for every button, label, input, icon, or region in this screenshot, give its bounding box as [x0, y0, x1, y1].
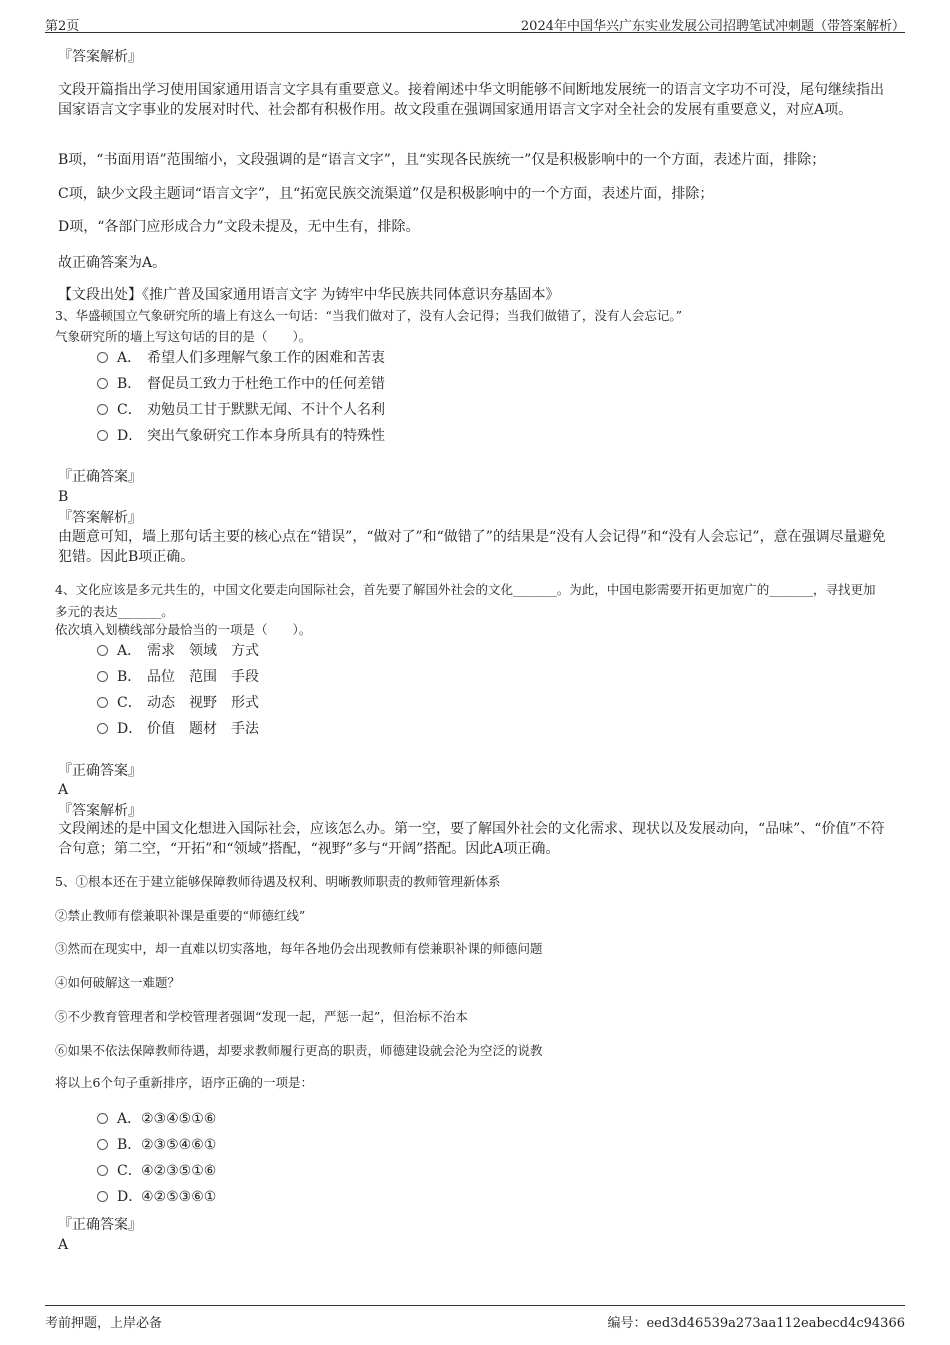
option-word-3: 形式 — [231, 695, 259, 711]
option-word-2: 题材 — [189, 721, 217, 737]
option-label: A． — [117, 350, 142, 366]
q2-source: 【文段出处】《推广普及国家通用语言文字 为铸牢中华民族共同体意识夯基固本》 — [58, 287, 560, 303]
option-label: C． — [117, 402, 142, 418]
q3-analysis: 由题意可知，墙上那句话主要的核心点在“错误”，“做对了”和“做错了”的结果是“没有人会记得”和“没有人会忘记”，意在强调尽量避免犯错。因此B项正确。 — [58, 529, 886, 565]
q5-option-b[interactable] — [97, 1135, 216, 1155]
option-text: ②③④⑤①⑥ — [141, 1111, 217, 1127]
q3-option-b[interactable] — [97, 374, 385, 394]
radio-icon[interactable] — [97, 404, 108, 415]
option-word-2: 范围 — [189, 669, 217, 685]
option-word-3: 方式 — [231, 643, 259, 659]
q2-analysis-option-d: D项，“各部门应形成合力”文段未提及，无中生有，排除。 — [58, 219, 420, 235]
footer-slogan: 考前押题，上岸必备 — [45, 1316, 163, 1331]
q2-analysis-option-c: C项，缺少文段主题词“语言文字”，且“拓宽民族交流渠道”仅是积极影响中的一个方面，表述片面，排除； — [58, 186, 714, 202]
q4-answer-heading: 『正确答案』 — [58, 763, 142, 779]
q5-sentence-4: ④如何破解这一难题？ — [55, 975, 181, 990]
option-word-3: 手法 — [231, 721, 259, 737]
q5-option-a[interactable] — [97, 1109, 216, 1129]
option-word-1: 价值 — [147, 721, 175, 737]
option-text: 督促员工致力于杜绝工作中的任何差错 — [147, 376, 385, 392]
radio-icon[interactable] — [97, 645, 108, 656]
q5-prompt: 将以上6个句子重新排序，语序正确的一项是： — [55, 1075, 313, 1090]
option-word-1: 需求 — [147, 643, 175, 659]
q4-option-d[interactable] — [97, 719, 259, 739]
option-label: D． — [117, 721, 143, 737]
q3-answer-heading: 『正确答案』 — [58, 469, 142, 485]
option-label: D． — [117, 1189, 143, 1205]
option-label: B． — [117, 669, 142, 685]
q3-option-a[interactable] — [97, 348, 385, 368]
q5-option-d[interactable] — [97, 1187, 216, 1207]
q5-option-c[interactable] — [97, 1161, 216, 1181]
option-label: D． — [117, 428, 143, 444]
radio-icon[interactable] — [97, 1139, 108, 1150]
q4-analysis: 文段阐述的是中国文化想进入国际社会，应该怎么办。第一空，要了解国外社会的文化需求、现状以及发展动向，“品味”、“价值”不符合句意；第二空，“开拓”和“领域”搭配，“视野”多与“开阔”搭配。因此A项正确。 — [58, 821, 885, 857]
q3-prompt: 气象研究所的墙上写这句话的目的是（ ）。 — [55, 329, 312, 344]
q3-answer: B — [58, 489, 69, 505]
q3-option-d[interactable] — [97, 426, 385, 446]
option-text: 突出气象研究工作本身所具有的特殊性 — [147, 428, 385, 444]
document-code: 编号：eed3d46539a273aa112eabecd4c94366 — [607, 1316, 905, 1331]
q2-analysis-heading: 『答案解析』 — [58, 49, 142, 65]
option-word-2: 视野 — [189, 695, 217, 711]
q5-answer: A — [58, 1237, 69, 1253]
q4-stem: 4、文化应该是多元共生的，中国文化要走向国际社会，首先要了解国外社会的文化_______。为此，中国电影需要开拓更加宽广的_______，寻找更加多元的表达_______。 — [55, 582, 876, 619]
option-label: C． — [117, 695, 142, 711]
option-text: ②③⑤④⑥① — [141, 1137, 217, 1153]
q3-analysis-heading: 『答案解析』 — [58, 510, 142, 526]
option-word-3: 手段 — [231, 669, 259, 685]
q4-prompt: 依次填入划横线部分最恰当的一项是（ ）。 — [55, 622, 312, 637]
q3-option-c[interactable] — [97, 400, 385, 420]
q5-sentence-6: ⑥如果不依法保障教师待遇，却要求教师履行更高的职责，师德建设就会沦为空泛的说教 — [55, 1043, 543, 1058]
radio-icon[interactable] — [97, 723, 108, 734]
radio-icon[interactable] — [97, 1113, 108, 1124]
option-text: 劝勉员工甘于默默无闻、不计个人名利 — [147, 402, 385, 418]
q4-option-b[interactable] — [97, 667, 259, 687]
q2-conclusion: 故正确答案为A。 — [58, 255, 167, 271]
radio-icon[interactable] — [97, 1191, 108, 1202]
radio-icon[interactable] — [97, 1165, 108, 1176]
q2-analysis-paragraph: 文段开篇指出学习使用国家通用语言文字具有重要意义。接着阐述中华文明能够不间断地发展统一的语言文字功不可没，尾句继续指出国家语言文字事业的发展对时代、社会都有积极作用。故文段重在强调国家通用语言文字对全社会的发展有重要意义，对应A项。 — [58, 82, 884, 118]
radio-icon[interactable] — [97, 697, 108, 708]
radio-icon[interactable] — [97, 430, 108, 441]
option-word-1: 动态 — [147, 695, 175, 711]
page-header — [45, 12, 905, 33]
option-text: ④②⑤③⑥① — [141, 1189, 217, 1205]
q5-sentence-5: ⑤不少教育管理者和学校管理者强调“发现一起，严惩一起”，但治标不治本 — [55, 1009, 468, 1024]
option-label: C． — [117, 1163, 142, 1179]
option-label: A． — [117, 1111, 142, 1127]
option-text: ④②③⑤①⑥ — [141, 1163, 217, 1179]
q2-analysis-option-b: B项，“书面用语”范围缩小，文段强调的是“语言文字”，且“实现各民族统一”仅是积极影响中的一个方面，表述片面，排除； — [58, 152, 826, 168]
document-title: 2024年中国华兴广东实业发展公司招聘笔试冲刺题（带答案解析） — [520, 19, 905, 34]
q5-sentence-1: 5、①根本还在于建立能够保障教师待遇及权利、明晰教师职责的教师管理新体系 — [55, 874, 501, 889]
option-word-2: 领域 — [189, 643, 217, 659]
option-label: B． — [117, 1137, 142, 1153]
q5-sentence-2: ②禁止教师有偿兼职补课是重要的“师德红线” — [55, 908, 306, 923]
q5-answer-heading: 『正确答案』 — [58, 1217, 142, 1233]
q4-analysis-heading: 『答案解析』 — [58, 803, 142, 819]
q4-option-a[interactable] — [97, 641, 259, 661]
radio-icon[interactable] — [97, 352, 108, 363]
page-footer — [45, 1305, 905, 1331]
q5-sentence-3: ③然而在现实中，却一直难以切实落地，每年各地仍会出现教师有偿兼职补课的师德问题 — [55, 941, 543, 956]
q3-stem: 3、华盛顿国立气象研究所的墙上有这么一句话：“当我们做对了，没有人会记得；当我们做错了，没有人会忘记。” — [55, 308, 682, 323]
option-text: 希望人们多理解气象工作的困难和苦衷 — [147, 350, 385, 366]
q4-option-c[interactable] — [97, 693, 259, 713]
option-label: B． — [117, 376, 142, 392]
option-label: A． — [117, 643, 142, 659]
radio-icon[interactable] — [97, 671, 108, 682]
q4-answer: A — [58, 782, 69, 798]
page-number: 第2页 — [45, 19, 80, 34]
radio-icon[interactable] — [97, 378, 108, 389]
option-word-1: 品位 — [147, 669, 175, 685]
